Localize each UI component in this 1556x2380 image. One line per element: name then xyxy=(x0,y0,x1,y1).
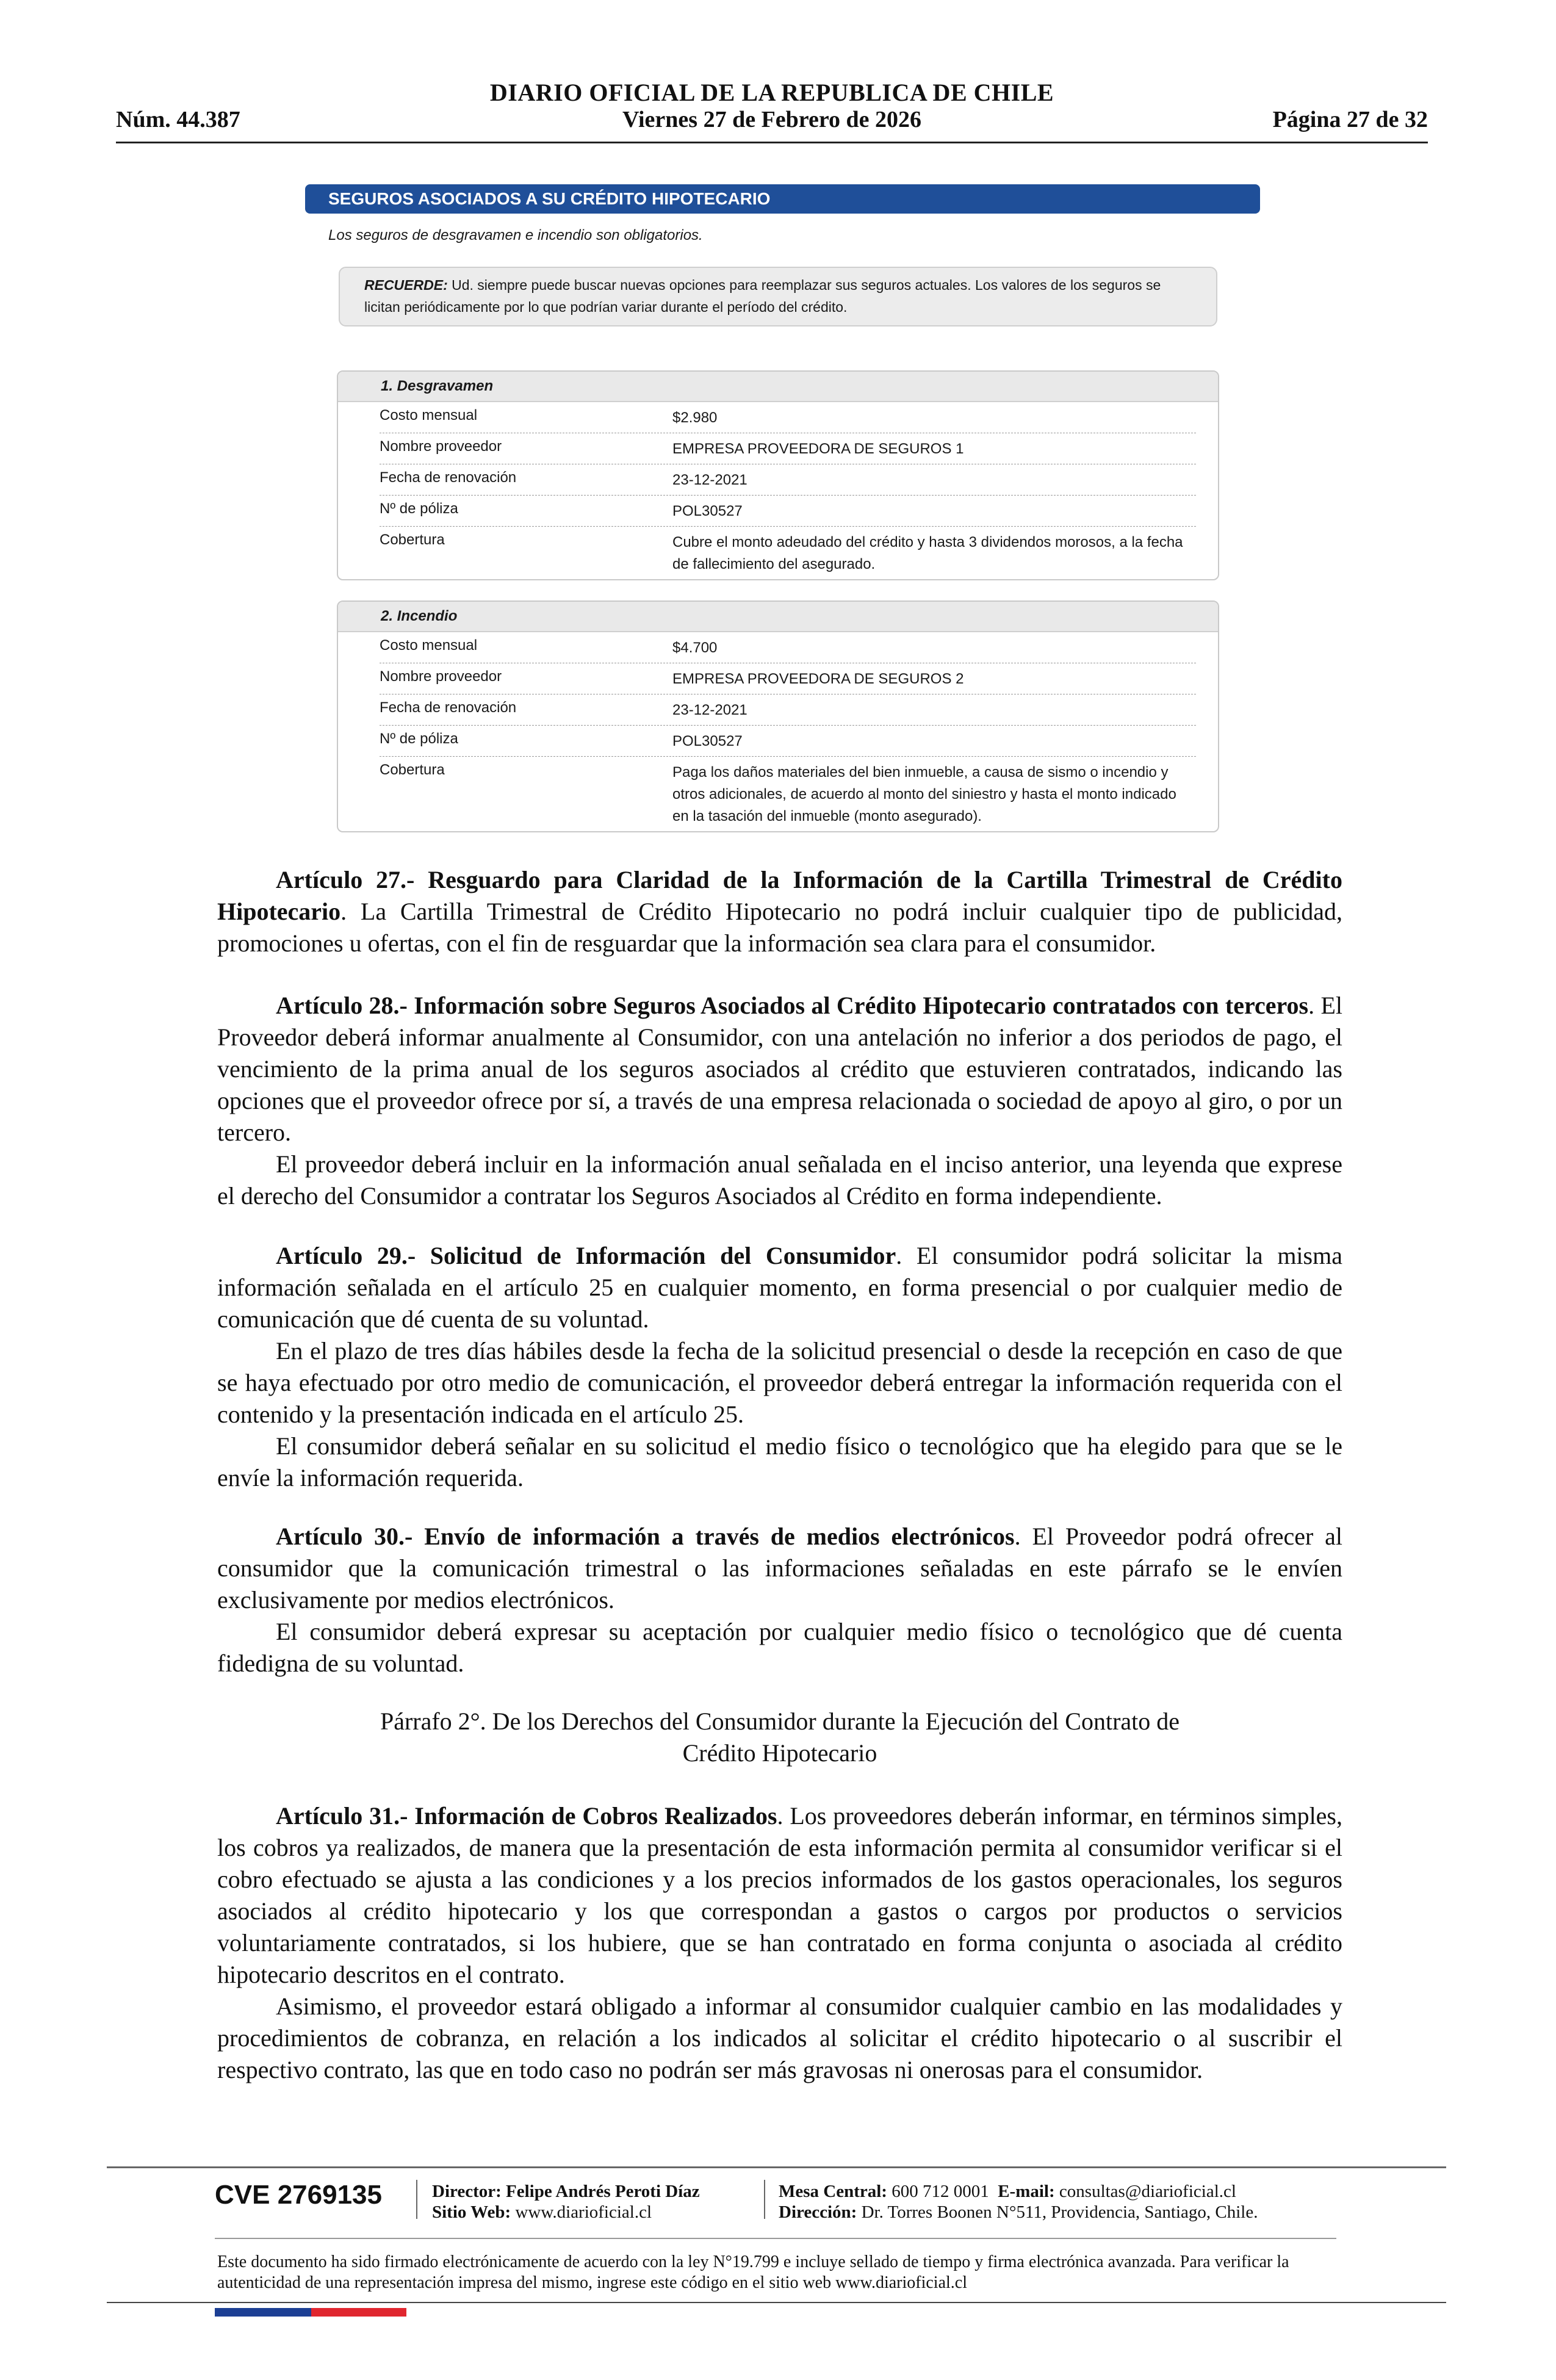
article-paragraph: En el plazo de tres días hábiles desde la fecha de la solicitud presencial o desde la recepción en caso de que se haya efectuado por otro medio de comunicación, el proveedor deberá entregar la información requerida con el contenido y la presentación indicada en el artículo 25. xyxy=(217,1337,1342,1428)
footer-rule xyxy=(107,2166,1446,2168)
footer-divider xyxy=(416,2180,417,2219)
mesa-phone: 600 712 0001 xyxy=(887,2182,989,2201)
row-value: Cubre el monto adeudado del crédito y hasta 3 dividendos morosos, a la fecha de fallecimiento del asegurado. xyxy=(672,534,1183,572)
article-27 xyxy=(217,864,1342,959)
insurance-row xyxy=(380,726,1196,757)
insurance-row xyxy=(380,433,1196,464)
page-number: Página 27 de 32 xyxy=(1272,107,1428,132)
row-value: 23-12-2021 xyxy=(672,472,747,488)
mesa-label: Mesa Central: xyxy=(779,2182,887,2201)
footer-rule xyxy=(215,2238,1336,2239)
insurance-row xyxy=(380,757,1196,831)
reminder-box xyxy=(339,267,1217,326)
footer-director-block xyxy=(432,2181,700,2223)
row-value: EMPRESA PROVEEDORA DE SEGUROS 2 xyxy=(672,671,964,687)
reminder-text: Ud. siempre puede buscar nuevas opciones para reemplazar sus seguros actuales. Los valores de los seguros se licitan periódicamente por lo que podrían variar durante el período del crédito. xyxy=(364,277,1161,315)
insurance-row xyxy=(380,464,1196,496)
row-label: Nombre proveedor xyxy=(380,668,502,685)
director-name: Felipe Andrés Peroti Díaz xyxy=(501,2182,700,2201)
row-value: POL30527 xyxy=(672,733,743,749)
row-label: Costo mensual xyxy=(380,637,478,654)
row-value: $2.980 xyxy=(672,409,718,426)
signature-note: Este documento ha sido firmado electrónicamente de acuerdo con la ley N°19.799 e incluye sellado de tiempo y firma electrónica avanzada. Para verificar la autenticidad de una representación impresa del mismo, ingrese este código en el sitio web www.diarioficial.cl xyxy=(217,2252,1289,2292)
footer-contact-block xyxy=(779,2181,1258,2223)
page-header xyxy=(116,78,1428,145)
row-value: EMPRESA PROVEEDORA DE SEGUROS 1 xyxy=(672,441,964,457)
reminder-label: RECUERDE: xyxy=(364,277,448,293)
article-text: . El Proveedor podrá ofrecer al consumidor que la comunicación trimestral o las informaciones señaladas en este párrafo se le envíen exclusivamente por medios electrónicos. xyxy=(217,1523,1342,1614)
address-label: Dirección: xyxy=(779,2202,857,2222)
address: Dr. Torres Boonen N°511, Providencia, Santiago, Chile. xyxy=(857,2202,1258,2222)
insurance-row xyxy=(380,496,1196,527)
article-29 xyxy=(217,1240,1342,1494)
article-28 xyxy=(217,990,1342,1212)
row-label: Nº de póliza xyxy=(380,500,458,517)
insurance-title: 2. Incendio xyxy=(338,602,1218,632)
row-value: $4.700 xyxy=(672,640,718,656)
section-heading-line: Párrafo 2°. De los Derechos del Consumidor durante la Ejecución del Contrato de xyxy=(380,1707,1180,1735)
row-value: POL30527 xyxy=(672,503,743,519)
article-31 xyxy=(217,1800,1342,2086)
insurance-card-desgravamen xyxy=(337,370,1219,580)
article-30 xyxy=(217,1521,1342,1679)
publication-title: DIARIO OFICIAL DE LA REPUBLICA DE CHILE xyxy=(489,79,1054,106)
article-heading: Artículo 28.- Información sobre Seguros Asociados al Crédito Hipotecario contratados con terceros xyxy=(276,992,1309,1019)
article-text: . El consumidor podrá solicitar la misma información señalada en el artículo 25 en cualquier momento, en forma presencial o por cualquier medio de comunicación que dé cuenta de su voluntad. xyxy=(217,1242,1342,1333)
footer-rule xyxy=(107,2302,1446,2303)
row-label: Cobertura xyxy=(380,762,445,778)
email-label: E-mail: xyxy=(998,2182,1055,2201)
row-label: Fecha de renovación xyxy=(380,699,517,716)
web-label: Sitio Web: xyxy=(432,2202,511,2222)
article-paragraph: El consumidor deberá expresar su aceptación por cualquier medio físico o tecnológico que dé cuenta fidedigna de su voluntad. xyxy=(217,1618,1342,1677)
insurance-card-incendio xyxy=(337,600,1219,832)
article-paragraph: El consumidor deberá señalar en su solicitud el medio físico o tecnológico que ha elegido para que se le envíe la información requerida. xyxy=(217,1432,1342,1491)
article-text: . La Cartilla Trimestral de Crédito Hipotecario no podrá incluir cualquier tipo de publicidad, promociones u ofertas, con el fin de resguardar que la información sea clara para el consumidor. xyxy=(217,898,1342,957)
article-text: . Los proveedores deberán informar, en términos simples, los cobros ya realizados, de manera que la presentación de esta información permita al consumidor verificar si el cobro efectuado se ajusta a las condiciones y a los precios informados de los gastos operacionales, los seguros asociados al crédito hipotecario y los que correspondan a gastos o cargos por productos o servicios voluntariamente contratados, si los hubiere, que se han contratado en forma conjunta o asociada al crédito hipotecario descritos en el contrato. xyxy=(217,1802,1342,1988)
figure-banner: SEGUROS ASOCIADOS A SU CRÉDITO HIPOTECARIO xyxy=(305,184,1260,214)
insurance-row xyxy=(380,632,1196,663)
insurance-title: 1. Desgravamen xyxy=(338,372,1218,402)
insurance-row xyxy=(380,663,1196,694)
row-label: Costo mensual xyxy=(380,407,478,424)
email-link[interactable]: consultas@diarioficial.cl xyxy=(1054,2182,1236,2201)
article-heading: Artículo 30.- Envío de información a través de medios electrónicos xyxy=(276,1523,1015,1550)
insurance-row xyxy=(380,694,1196,726)
section-heading-line: Crédito Hipotecario xyxy=(682,1739,877,1767)
issue-number: Núm. 44.387 xyxy=(116,107,240,132)
insurance-row xyxy=(380,402,1196,433)
row-value: Paga los daños materiales del bien inmueble, a causa de sismo o incendio y otros adicionales, de acuerdo al monto del siniestro y hasta el monto indicado en la tasación del inmueble (monto asegurado). xyxy=(672,764,1176,824)
row-label: Fecha de renovación xyxy=(380,469,517,486)
row-label: Cobertura xyxy=(380,532,445,548)
article-paragraph: El proveedor deberá incluir en la información anual señalada en el inciso anterior, una leyenda que exprese el derecho del Consumidor a contratar los Seguros Asociados al Crédito en forma independiente. xyxy=(217,1150,1342,1210)
row-label: Nombre proveedor xyxy=(380,438,502,455)
section-heading xyxy=(217,1706,1342,1769)
director-label: Director: xyxy=(432,2182,502,2201)
header-rule xyxy=(116,142,1428,143)
article-heading: Artículo 29.- Solicitud de Información del Consumidor xyxy=(276,1242,896,1269)
article-heading: Artículo 27.- Resguardo para Claridad de la Información de la Cartilla Trimestral de Crédito Hipotecario xyxy=(217,866,1342,925)
insurance-figure xyxy=(305,184,1260,840)
issue-date: Viernes 27 de Febrero de 2026 xyxy=(622,107,922,132)
web-link[interactable]: www.diarioficial.cl xyxy=(511,2202,652,2222)
figure-subtitle: Los seguros de desgravamen e incendio son obligatorios. xyxy=(328,227,703,243)
flag-stripe-blue xyxy=(215,2308,311,2317)
row-value: 23-12-2021 xyxy=(672,702,747,718)
article-paragraph: Asimismo, el proveedor estará obligado a informar al consumidor cualquier cambio en las modalidades y procedimientos de cobranza, en relación a los indicados al solicitar el crédito hipotecario o al suscribir el respectivo contrato, las que en todo caso no podrán ser más gravosas ni onerosas para el consumidor. xyxy=(217,1992,1342,2083)
insurance-row xyxy=(380,527,1196,579)
row-label: Nº de póliza xyxy=(380,730,458,747)
flag-stripe-red xyxy=(311,2308,406,2317)
cve-code: CVE 2769135 xyxy=(215,2180,382,2210)
footer-divider xyxy=(764,2180,765,2219)
article-heading: Artículo 31.- Información de Cobros Realizados xyxy=(276,1802,777,1830)
article-text: . El Proveedor deberá informar anualmente al Consumidor, con una antelación no inferior a dos periodos de pago, el vencimiento de la prima anual de los seguros asociados al crédito que estuvieren contratados, indicando las opciones que el proveedor ofrece por sí, a través de una empresa relacionada o sociedad de apoyo al giro, o por un tercero. xyxy=(217,992,1343,1146)
